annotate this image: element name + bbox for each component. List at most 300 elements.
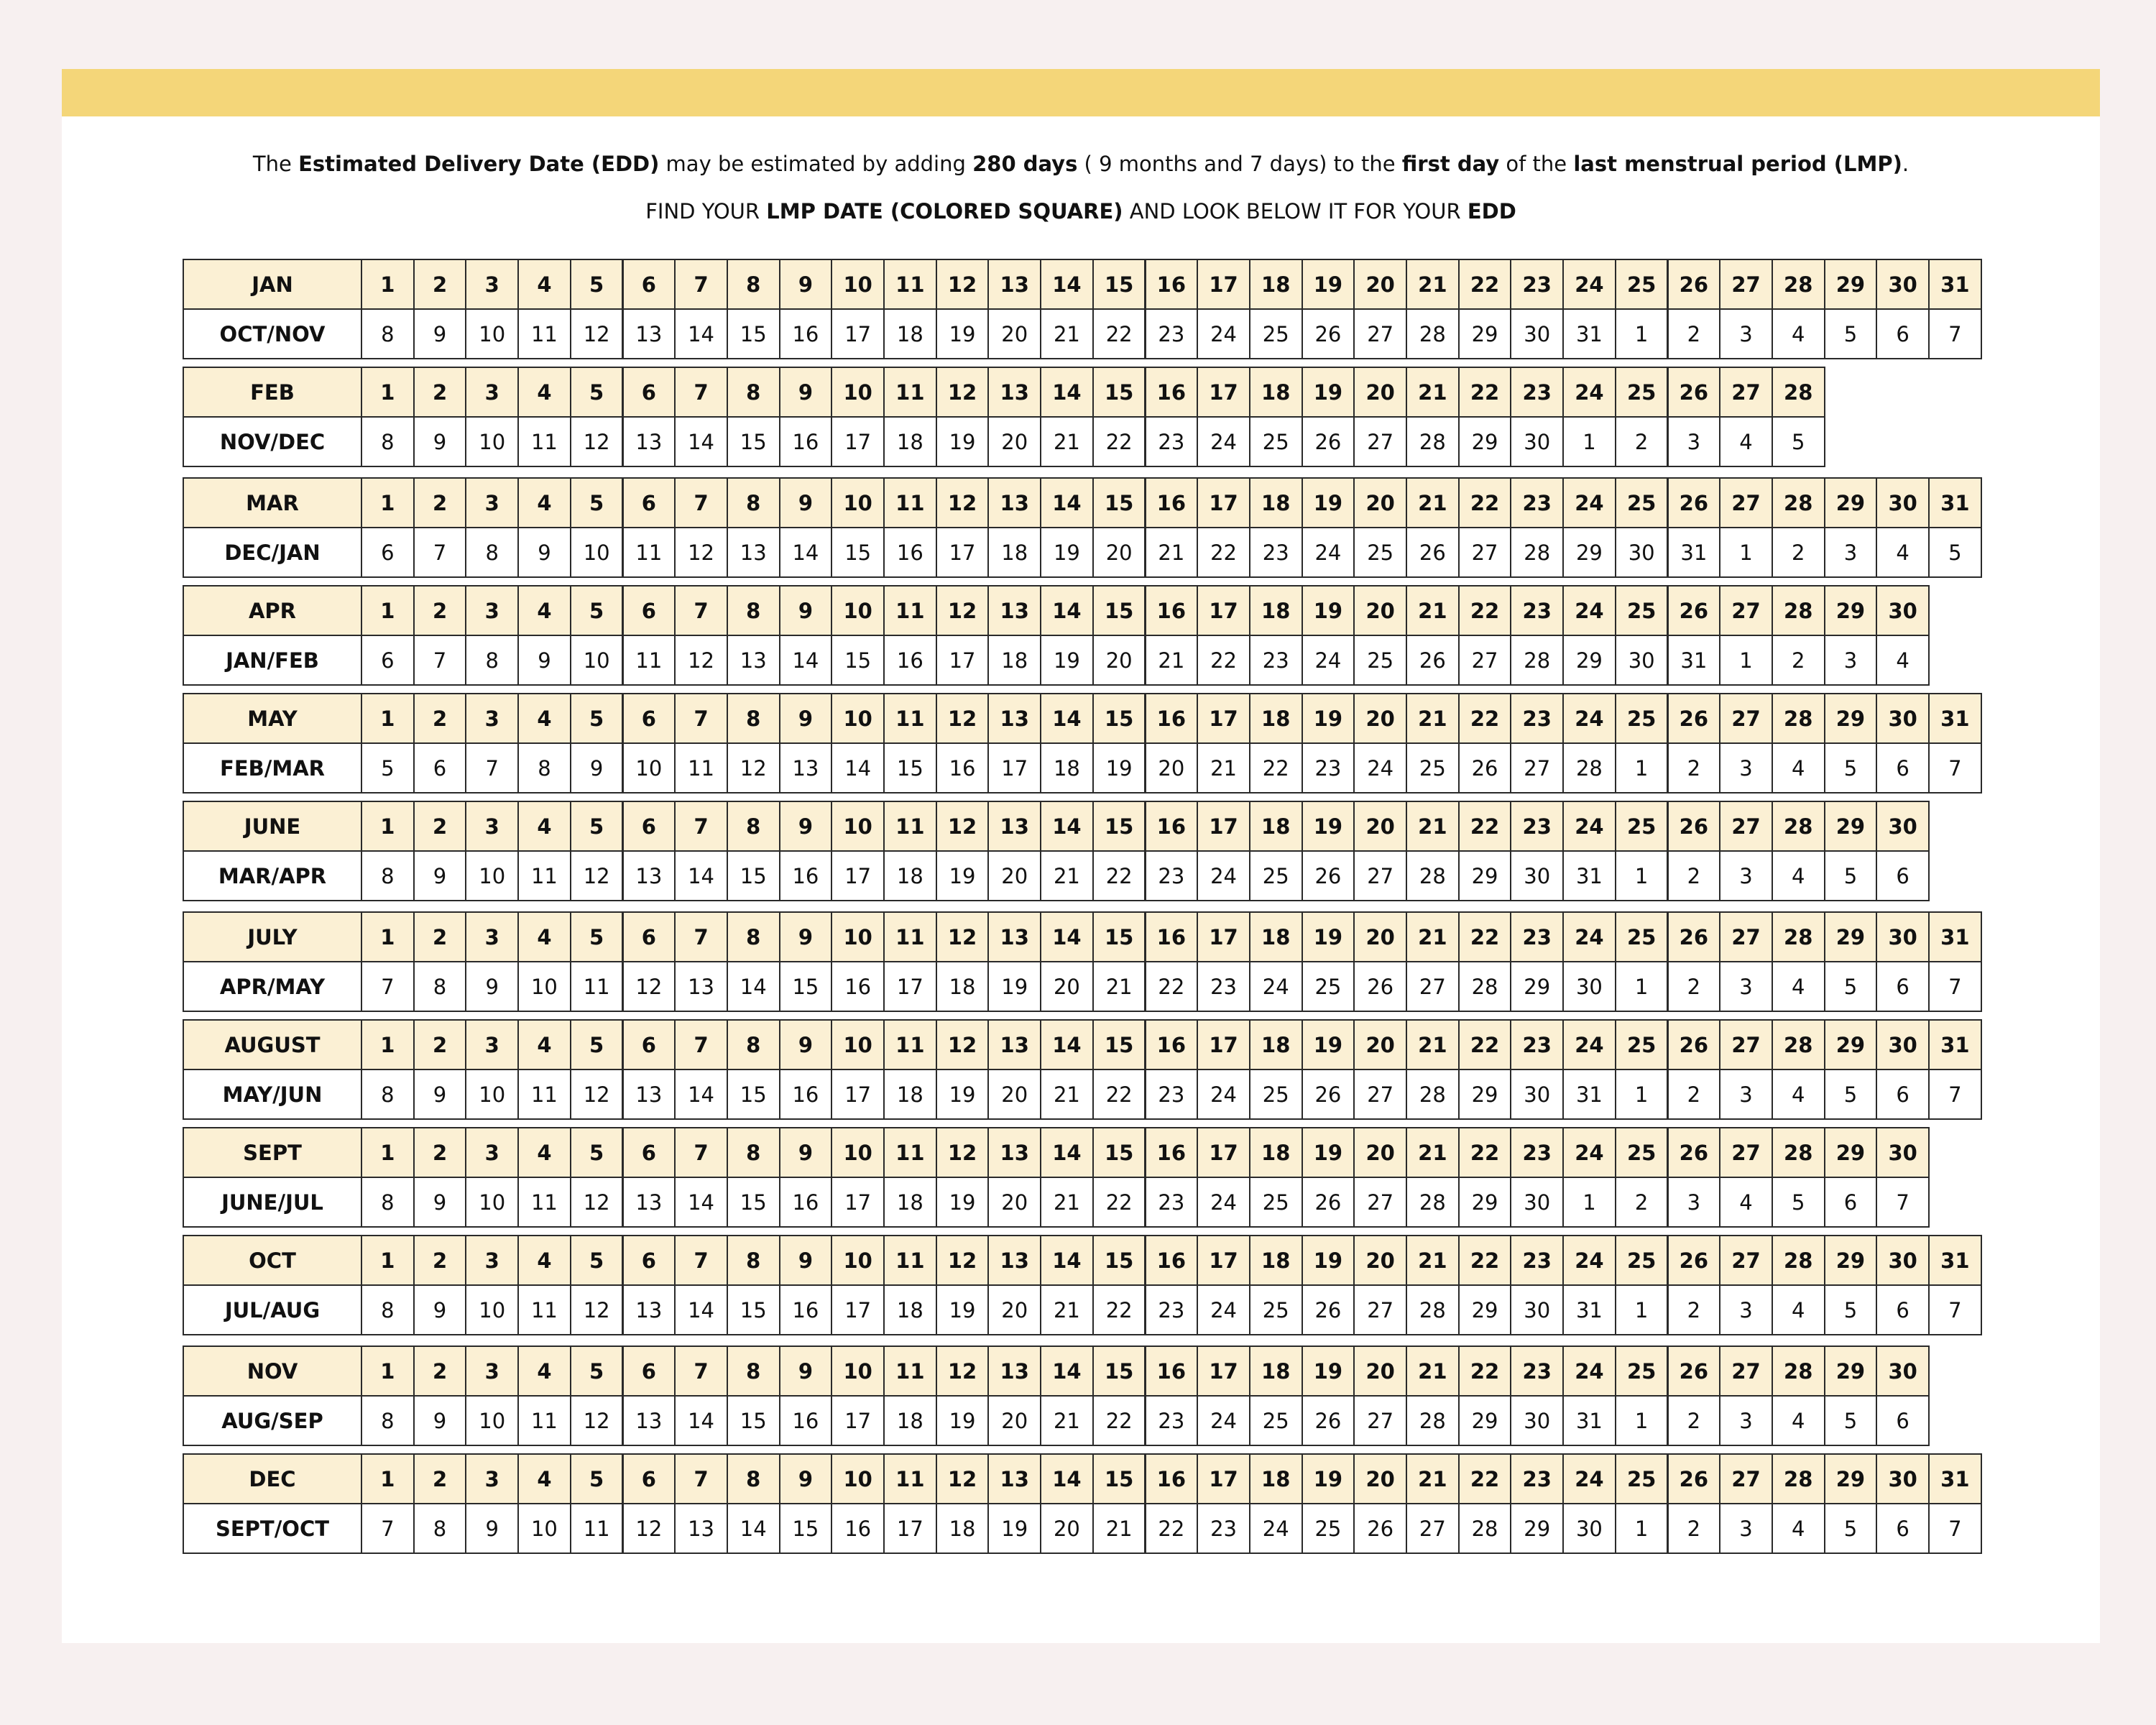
lmp-day-cell: 16 <box>1145 477 1199 528</box>
lmp-day-cell: 23 <box>1510 801 1564 852</box>
edd-date-cell: 9 <box>465 961 519 1012</box>
lmp-day-cell: 29 <box>1824 693 1878 744</box>
edd-date-cell: 28 <box>1458 961 1512 1012</box>
edd-date-cell: 1 <box>1562 1177 1616 1228</box>
edd-date-cell: 5 <box>1772 1177 1825 1228</box>
lmp-day-cell: 20 <box>1353 1127 1407 1178</box>
edd-date-cell: 22 <box>1092 416 1146 467</box>
edd-date-cell: 30 <box>1510 308 1564 359</box>
lmp-day-cell: 12 <box>936 1453 990 1504</box>
edd-date-cell: 29 <box>1458 308 1512 359</box>
edd-date-cell: 6 <box>1876 1395 1930 1446</box>
edd-date-cell: 13 <box>674 961 728 1012</box>
lmp-day-cell: 6 <box>622 1019 676 1070</box>
edd-date-cell: 11 <box>517 308 571 359</box>
edd-date-cell: 23 <box>1302 742 1355 794</box>
edd-date-cell: 14 <box>674 1284 728 1335</box>
edd-date-cell: 15 <box>831 635 885 686</box>
lmp-day-cell: 26 <box>1667 1346 1721 1397</box>
lmp-month-label: APR <box>183 585 362 636</box>
lmp-day-cell: 28 <box>1772 1127 1825 1178</box>
edd-date-cell: 23 <box>1145 1395 1199 1446</box>
lmp-day-cell: 7 <box>674 1127 728 1178</box>
edd-date-cell: 1 <box>1615 308 1669 359</box>
lmp-day-cell: 25 <box>1615 259 1669 310</box>
edd-date-cell: 3 <box>1824 635 1878 686</box>
lmp-day-cell: 22 <box>1458 1019 1512 1070</box>
edd-date-cell: 27 <box>1510 742 1564 794</box>
lmp-month-label: MAR <box>183 477 362 528</box>
edd-month-label: JUL/AUG <box>183 1284 362 1335</box>
lmp-day-cell: 30 <box>1876 1235 1930 1286</box>
edd-date-cell: 18 <box>936 961 990 1012</box>
lmp-day-cell: 5 <box>570 367 624 418</box>
lmp-day-cell: 12 <box>936 585 990 636</box>
edd-date-cell: 24 <box>1249 1503 1303 1554</box>
edd-date-cell: 23 <box>1249 635 1303 686</box>
edd-date-cell: 2 <box>1667 1503 1721 1554</box>
edd-date-cell: 25 <box>1249 850 1303 901</box>
lmp-day-cell: 9 <box>779 259 833 310</box>
edd-date-cell: 28 <box>1406 1177 1460 1228</box>
lmp-day-cell: 23 <box>1510 1453 1564 1504</box>
header-banner <box>62 69 2100 116</box>
lmp-day-cell: 10 <box>831 1019 885 1070</box>
edd-date-cell: 23 <box>1145 1284 1199 1335</box>
lmp-day-cell: 30 <box>1876 477 1930 528</box>
lmp-day-cell: 17 <box>1197 585 1250 636</box>
edd-date-cell: 26 <box>1302 416 1355 467</box>
lmp-month-label: OCT <box>183 1235 362 1286</box>
edd-date-cell: 4 <box>1772 961 1825 1012</box>
edd-date-cell: 9 <box>413 416 467 467</box>
edd-date-cell: 9 <box>413 1284 467 1335</box>
lmp-day-cell: 3 <box>465 911 519 962</box>
edd-date-cell: 28 <box>1562 742 1616 794</box>
lmp-day-cell: 22 <box>1458 1235 1512 1286</box>
lmp-day-cell: 3 <box>465 1235 519 1286</box>
edd-date-cell: 14 <box>674 1395 728 1446</box>
edd-date-cell: 22 <box>1197 635 1250 686</box>
edd-date-cell: 3 <box>1719 961 1773 1012</box>
edd-date-cell: 26 <box>1302 1284 1355 1335</box>
edd-date-cell: 19 <box>936 850 990 901</box>
lmp-day-cell: 30 <box>1876 1127 1930 1178</box>
edd-date-cell: 21 <box>1040 1284 1094 1335</box>
edd-date-cell: 19 <box>936 308 990 359</box>
lmp-day-cell: 18 <box>1249 585 1303 636</box>
lmp-day-cell: 23 <box>1510 911 1564 962</box>
lmp-day-cell: 15 <box>1092 1235 1146 1286</box>
lmp-day-cell: 11 <box>883 1235 937 1286</box>
edd-date-cell: 6 <box>1876 1284 1930 1335</box>
edd-date-cell: 3 <box>1667 1177 1721 1228</box>
edd-date-cell: 18 <box>883 1069 937 1120</box>
edd-date-cell: 8 <box>465 527 519 578</box>
lmp-day-cell: 12 <box>936 259 990 310</box>
lmp-day-cell: 27 <box>1719 477 1773 528</box>
edd-date-cell: 24 <box>1197 1395 1250 1446</box>
edd-date-cell: 22 <box>1197 527 1250 578</box>
lmp-day-cell: 17 <box>1197 367 1250 418</box>
lmp-day-cell: 28 <box>1772 367 1825 418</box>
edd-date-cell: 12 <box>570 308 624 359</box>
edd-date-cell: 25 <box>1302 1503 1355 1554</box>
edd-date-cell: 28 <box>1406 850 1460 901</box>
edd-date-cell: 12 <box>570 850 624 901</box>
lmp-day-cell: 20 <box>1353 1019 1407 1070</box>
lmp-day-cell: 9 <box>779 1019 833 1070</box>
lmp-day-cell: 17 <box>1197 801 1250 852</box>
lmp-day-cell: 3 <box>465 477 519 528</box>
lmp-month-label: FEB <box>183 367 362 418</box>
lmp-day-cell: 12 <box>936 1235 990 1286</box>
lmp-day-cell: 24 <box>1562 585 1616 636</box>
edd-date-cell: 6 <box>1876 742 1930 794</box>
edd-date-cell: 1 <box>1615 1069 1669 1120</box>
edd-date-cell: 7 <box>1928 1503 1982 1554</box>
edd-date-cell: 19 <box>936 416 990 467</box>
lmp-day-cell: 4 <box>517 367 571 418</box>
lmp-day-cell: 10 <box>831 367 885 418</box>
lmp-day-cell: 6 <box>622 911 676 962</box>
edd-date-cell: 31 <box>1562 850 1616 901</box>
edd-date-cell: 29 <box>1458 1069 1512 1120</box>
lmp-day-cell: 27 <box>1719 259 1773 310</box>
edd-date-cell: 5 <box>1824 1284 1878 1335</box>
lmp-day-cell: 19 <box>1302 367 1355 418</box>
edd-date-cell: 30 <box>1510 1177 1564 1228</box>
lmp-month-label: AUGUST <box>183 1019 362 1070</box>
edd-date-cell: 2 <box>1667 961 1721 1012</box>
lmp-day-cell: 21 <box>1406 1127 1460 1178</box>
edd-month-label: APR/MAY <box>183 961 362 1012</box>
edd-date-cell: 24 <box>1353 742 1407 794</box>
lmp-day-cell: 21 <box>1406 367 1460 418</box>
lmp-day-cell: 27 <box>1719 1346 1773 1397</box>
edd-date-cell: 29 <box>1458 850 1512 901</box>
lmp-day-cell: 23 <box>1510 367 1564 418</box>
lmp-day-cell: 5 <box>570 259 624 310</box>
edd-date-cell: 16 <box>779 850 833 901</box>
edd-date-cell: 21 <box>1092 961 1146 1012</box>
edd-date-cell: 25 <box>1406 742 1460 794</box>
edd-date-cell: 27 <box>1353 850 1407 901</box>
lmp-day-cell: 8 <box>727 1019 780 1070</box>
edd-date-cell: 21 <box>1040 1395 1094 1446</box>
edd-date-cell: 6 <box>413 742 467 794</box>
lmp-day-cell: 28 <box>1772 1235 1825 1286</box>
edd-date-cell: 8 <box>361 1069 415 1120</box>
edd-date-cell: 10 <box>465 1177 519 1228</box>
lmp-day-cell: 25 <box>1615 911 1669 962</box>
edd-date-cell: 20 <box>987 1284 1041 1335</box>
lmp-day-cell: 14 <box>1040 693 1094 744</box>
edd-date-cell: 11 <box>570 961 624 1012</box>
lmp-day-cell: 27 <box>1719 1453 1773 1504</box>
lmp-day-cell: 5 <box>570 801 624 852</box>
lmp-day-cell: 3 <box>465 693 519 744</box>
lmp-day-cell: 5 <box>570 1019 624 1070</box>
lmp-day-cell: 21 <box>1406 1346 1460 1397</box>
lmp-day-cell: 8 <box>727 1453 780 1504</box>
lmp-day-cell: 27 <box>1719 1019 1773 1070</box>
lmp-day-cell: 20 <box>1353 1235 1407 1286</box>
lmp-day-cell: 22 <box>1458 801 1512 852</box>
lmp-day-cell: 15 <box>1092 801 1146 852</box>
edd-date-cell: 1 <box>1719 527 1773 578</box>
lmp-day-cell: 13 <box>987 259 1041 310</box>
edd-date-cell: 13 <box>622 1395 676 1446</box>
edd-date-cell: 5 <box>1824 742 1878 794</box>
lmp-day-cell: 14 <box>1040 1235 1094 1286</box>
edd-date-cell: 2 <box>1615 416 1669 467</box>
lmp-day-cell: 11 <box>883 801 937 852</box>
edd-date-cell: 8 <box>361 1395 415 1446</box>
edd-date-cell: 14 <box>831 742 885 794</box>
edd-date-cell: 7 <box>1928 742 1982 794</box>
lmp-day-cell: 29 <box>1824 1453 1878 1504</box>
lmp-day-cell: 6 <box>622 1453 676 1504</box>
lmp-day-cell: 14 <box>1040 911 1094 962</box>
lmp-day-cell: 1 <box>361 585 415 636</box>
lmp-day-cell: 19 <box>1302 1453 1355 1504</box>
lmp-day-cell: 12 <box>936 693 990 744</box>
edd-date-cell: 25 <box>1249 308 1303 359</box>
edd-date-cell: 17 <box>936 635 990 686</box>
edd-date-cell: 16 <box>779 1284 833 1335</box>
lmp-day-cell: 4 <box>517 477 571 528</box>
edd-date-cell: 4 <box>1719 416 1773 467</box>
lmp-month-label: MAY <box>183 693 362 744</box>
lmp-day-cell: 21 <box>1406 259 1460 310</box>
lmp-day-cell: 24 <box>1562 259 1616 310</box>
lmp-day-cell: 27 <box>1719 801 1773 852</box>
lmp-day-cell: 4 <box>517 1235 571 1286</box>
edd-date-cell: 8 <box>361 416 415 467</box>
lmp-day-cell: 18 <box>1249 1019 1303 1070</box>
lmp-day-cell: 9 <box>779 801 833 852</box>
edd-month-label: FEB/MAR <box>183 742 362 794</box>
lmp-day-cell: 11 <box>883 585 937 636</box>
edd-date-cell: 7 <box>413 527 467 578</box>
lmp-day-cell: 21 <box>1406 911 1460 962</box>
edd-date-cell: 31 <box>1667 635 1721 686</box>
edd-date-cell: 20 <box>987 1069 1041 1120</box>
edd-date-cell: 10 <box>465 1395 519 1446</box>
instruction-part: FIND YOUR <box>645 199 767 224</box>
lmp-day-cell: 28 <box>1772 911 1825 962</box>
edd-date-cell: 14 <box>779 635 833 686</box>
edd-date-cell: 19 <box>987 1503 1041 1554</box>
lmp-day-cell: 28 <box>1772 693 1825 744</box>
lmp-day-cell: 18 <box>1249 367 1303 418</box>
lmp-day-cell: 21 <box>1406 1019 1460 1070</box>
edd-date-cell: 6 <box>1876 308 1930 359</box>
lmp-day-cell: 4 <box>517 1019 571 1070</box>
lmp-day-cell: 16 <box>1145 367 1199 418</box>
lmp-day-cell: 7 <box>674 585 728 636</box>
lmp-day-cell: 7 <box>674 477 728 528</box>
edd-date-cell: 4 <box>1772 1395 1825 1446</box>
edd-date-cell: 21 <box>1197 742 1250 794</box>
edd-date-cell: 24 <box>1197 1177 1250 1228</box>
lmp-day-cell: 17 <box>1197 477 1250 528</box>
edd-date-cell: 11 <box>517 1395 571 1446</box>
edd-date-cell: 25 <box>1353 635 1407 686</box>
lmp-day-cell: 3 <box>465 585 519 636</box>
edd-date-cell: 20 <box>987 850 1041 901</box>
lmp-day-cell: 10 <box>831 1453 885 1504</box>
edd-date-cell: 2 <box>1667 742 1721 794</box>
lmp-day-cell: 10 <box>831 911 885 962</box>
lmp-day-cell: 12 <box>936 1019 990 1070</box>
edd-month-label: DEC/JAN <box>183 527 362 578</box>
edd-date-cell: 28 <box>1406 1069 1460 1120</box>
lmp-day-cell: 9 <box>779 1453 833 1504</box>
lmp-day-cell: 2 <box>413 367 467 418</box>
lmp-day-cell: 24 <box>1562 693 1616 744</box>
lmp-day-cell: 13 <box>987 477 1041 528</box>
edd-date-cell: 11 <box>517 1069 571 1120</box>
edd-date-cell: 25 <box>1353 527 1407 578</box>
edd-date-cell: 26 <box>1302 850 1355 901</box>
lmp-day-cell: 7 <box>674 259 728 310</box>
lmp-day-cell: 3 <box>465 367 519 418</box>
edd-date-cell: 7 <box>1928 961 1982 1012</box>
lmp-day-cell: 14 <box>1040 477 1094 528</box>
lmp-day-cell: 18 <box>1249 1453 1303 1504</box>
edd-date-cell: 16 <box>779 1177 833 1228</box>
edd-date-cell: 1 <box>1615 961 1669 1012</box>
edd-date-cell: 5 <box>1824 1069 1878 1120</box>
lmp-day-cell: 7 <box>674 367 728 418</box>
lmp-day-cell: 29 <box>1824 1235 1878 1286</box>
edd-date-cell: 30 <box>1562 1503 1616 1554</box>
lmp-day-cell: 30 <box>1876 801 1930 852</box>
edd-date-cell: 19 <box>936 1177 990 1228</box>
edd-date-cell: 6 <box>1876 850 1930 901</box>
edd-date-cell: 29 <box>1458 1284 1512 1335</box>
edd-date-cell: 16 <box>883 527 937 578</box>
edd-date-cell: 23 <box>1145 1069 1199 1120</box>
lmp-day-cell: 8 <box>727 1346 780 1397</box>
lmp-day-cell: 21 <box>1406 477 1460 528</box>
edd-date-cell: 8 <box>413 1503 467 1554</box>
edd-date-cell: 15 <box>779 961 833 1012</box>
edd-date-cell: 21 <box>1040 1069 1094 1120</box>
lmp-day-cell: 2 <box>413 259 467 310</box>
edd-date-cell: 4 <box>1772 1069 1825 1120</box>
edd-date-cell: 6 <box>1876 961 1930 1012</box>
edd-date-cell: 30 <box>1510 850 1564 901</box>
lmp-day-cell: 3 <box>465 259 519 310</box>
edd-date-cell: 26 <box>1406 635 1460 686</box>
lmp-day-cell: 27 <box>1719 367 1773 418</box>
lmp-day-cell: 8 <box>727 367 780 418</box>
lmp-day-cell: 15 <box>1092 585 1146 636</box>
lmp-day-cell: 17 <box>1197 1235 1250 1286</box>
edd-date-cell: 10 <box>465 308 519 359</box>
lmp-day-cell: 22 <box>1458 585 1512 636</box>
lmp-day-cell: 24 <box>1562 1235 1616 1286</box>
lmp-day-cell: 20 <box>1353 1346 1407 1397</box>
lmp-day-cell: 30 <box>1876 1019 1930 1070</box>
edd-date-cell: 31 <box>1562 1395 1616 1446</box>
edd-date-cell: 25 <box>1249 1069 1303 1120</box>
lmp-day-cell: 23 <box>1510 1019 1564 1070</box>
lmp-day-cell: 28 <box>1772 585 1825 636</box>
edd-date-cell: 16 <box>779 1069 833 1120</box>
edd-date-cell: 29 <box>1510 1503 1564 1554</box>
lmp-day-cell: 18 <box>1249 911 1303 962</box>
edd-date-cell: 5 <box>1928 527 1982 578</box>
lmp-day-cell: 6 <box>622 1127 676 1178</box>
edd-date-cell: 15 <box>727 1284 780 1335</box>
edd-date-cell: 19 <box>936 1395 990 1446</box>
edd-date-cell: 13 <box>622 1284 676 1335</box>
edd-date-cell: 20 <box>1040 1503 1094 1554</box>
lmp-day-cell: 11 <box>883 1453 937 1504</box>
lmp-day-cell: 30 <box>1876 693 1930 744</box>
edd-date-cell: 3 <box>1719 1503 1773 1554</box>
edd-date-cell: 12 <box>570 1069 624 1120</box>
intro-text-part: . <box>1902 152 1909 176</box>
edd-date-cell: 23 <box>1145 416 1199 467</box>
edd-date-cell: 16 <box>831 1503 885 1554</box>
lmp-day-cell: 1 <box>361 1127 415 1178</box>
lmp-day-cell: 7 <box>674 1019 728 1070</box>
lmp-day-cell: 10 <box>831 477 885 528</box>
edd-date-cell: 11 <box>622 635 676 686</box>
lmp-day-cell: 1 <box>361 911 415 962</box>
lmp-day-cell: 23 <box>1510 1127 1564 1178</box>
lmp-day-cell: 24 <box>1562 1019 1616 1070</box>
edd-date-cell: 1 <box>1562 416 1616 467</box>
edd-date-cell: 9 <box>413 1069 467 1120</box>
lmp-day-cell: 13 <box>987 911 1041 962</box>
edd-date-cell: 11 <box>622 527 676 578</box>
lmp-day-cell: 31 <box>1928 911 1982 962</box>
lmp-day-cell: 18 <box>1249 1127 1303 1178</box>
edd-date-cell: 27 <box>1353 308 1407 359</box>
lmp-day-cell: 20 <box>1353 477 1407 528</box>
lmp-day-cell: 20 <box>1353 367 1407 418</box>
intro-text-part: may be estimated by adding <box>659 152 973 176</box>
edd-date-cell: 9 <box>465 1503 519 1554</box>
instruction-bold-lmp: LMP DATE (COLORED SQUARE) <box>766 199 1123 224</box>
edd-date-cell: 31 <box>1562 308 1616 359</box>
lmp-day-cell: 19 <box>1302 693 1355 744</box>
edd-date-cell: 10 <box>465 1069 519 1120</box>
lmp-day-cell: 20 <box>1353 1453 1407 1504</box>
edd-date-cell: 3 <box>1824 527 1878 578</box>
edd-date-cell: 17 <box>831 1069 885 1120</box>
lmp-day-cell: 29 <box>1824 911 1878 962</box>
edd-date-cell: 20 <box>1145 742 1199 794</box>
edd-date-cell: 12 <box>570 1177 624 1228</box>
lmp-day-cell: 13 <box>987 1019 1041 1070</box>
lmp-day-cell: 25 <box>1615 367 1669 418</box>
lmp-day-cell: 11 <box>883 477 937 528</box>
lmp-day-cell: 7 <box>674 693 728 744</box>
lmp-day-cell: 19 <box>1302 259 1355 310</box>
edd-date-cell: 13 <box>727 527 780 578</box>
edd-date-cell: 20 <box>1092 635 1146 686</box>
edd-date-cell: 21 <box>1040 308 1094 359</box>
edd-date-cell: 6 <box>361 527 415 578</box>
edd-date-cell: 22 <box>1092 1177 1146 1228</box>
